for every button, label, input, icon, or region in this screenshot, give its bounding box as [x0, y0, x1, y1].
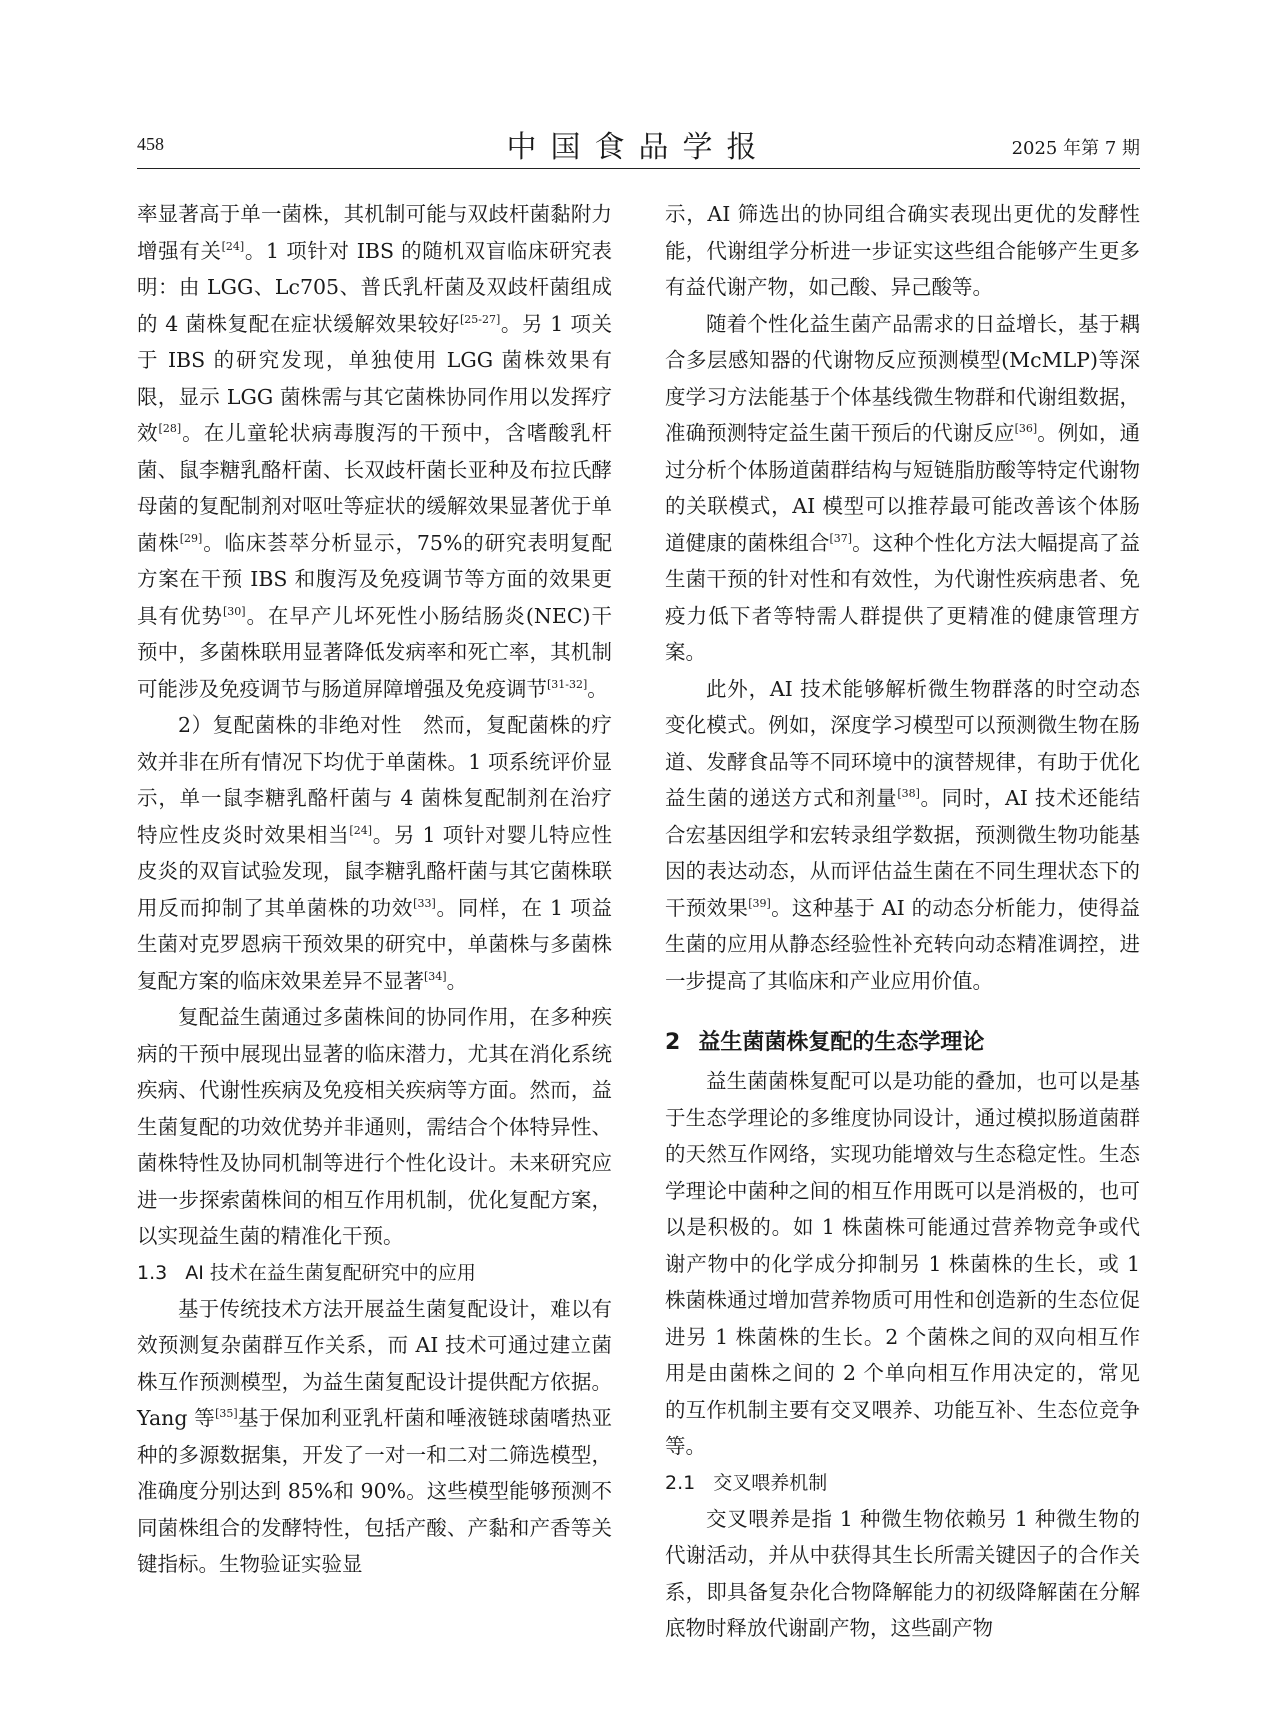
paragraph: 示，AI 筛选出的协同组合确实表现出更优的发酵性能，代谢组学分析进一步证实这些组合能够产生更多有益代谢产物，如己酸、异己酸等。: [665, 202, 1140, 299]
paragraph: 基于传统技术方法开展益生菌复配设计，难以有效预测复杂菌群互作关系，而 AI 技术可通过建立菌株互作预测模型，为益生菌复配设计提供配方依据。Yang 等[35]基于保加利亚乳杆菌和唾液链球菌嗜热亚种的多源数据集，开发了一对一和二对二筛选模型，准确度分别达到 85%和 90%。这些模型能够预测不同菌株组合的发酵特性，包括产酸、产黏和产香等关键指标。生物验证实验显: [137, 1296, 613, 1576]
section-heading-1-3: 1.3 AI 技术在益生菌复配研究中的应用: [137, 1261, 476, 1284]
citation: [31-32]: [547, 677, 588, 691]
right-column: [665, 196, 1140, 1647]
citation: [25-27]: [459, 312, 501, 326]
paragraph: 率显著高于单一菌株，其机制可能与双歧杆菌黏附力增强有关[24]。1 项针对 IBS 的随机双盲临床研究表明：由 LGG、Lc705、普氏乳杆菌及双歧杆菌组成的 4 菌株复配在症状缓解效果较好[25-27]。另 1 项关于 IBS 的研究发现，单独使用 LGG 菌株效果有限，显示 LGG 菌株需与其它菌株协同作用以发挥疗效[28]。在儿童轮状病毒腹泻的干预中，含嗜酸乳杆菌、鼠李糖乳酪杆菌、长双歧杆菌长亚种及布拉氏酵母菌的复配制剂对呕吐等症状的缓解效果显著优于单菌株[29]。临床荟萃分析显示，75%的研究表明复配方案在干预 IBS 和腹泻及免疫调节等方面的效果更具有优势[30]。在早产儿坏死性小肠结肠炎(NEC)干预中，多菌株联用显著降低发病率和死亡率，其机制可能涉及免疫调节与肠道屏障增强及免疫调节[31-32]。: [137, 202, 613, 701]
running-header: [137, 128, 1140, 169]
citation: [28]: [158, 422, 182, 435]
citation: [29]: [179, 531, 203, 545]
paragraph: 2）复配菌株的非绝对性 然而，复配菌株的疗效并非在所有情况下均优于单菌株。1 项系统评价显示，单一鼠李糖乳酪杆菌与 4 菌株复配制剂在治疗特应性皮炎时效果相当[24]。另 1 项针对婴儿特应性皮炎的双盲试验发现，鼠李糖乳酪杆菌与其它菌株联用反而抑制了其单菌株的功效[33]。同样，在 1 项益生菌对克罗恩病干预效果的研究中，单菌株与多菌株复配方案的临床效果差异不显著[34]。: [137, 713, 613, 993]
paragraph: 此外，AI 技术能够解析微生物群落的时空动态变化模式。例如，深度学习模型可以预测微生物在肠道、发酵食品等不同环境中的演替规律，有助于优化益生菌的递送方式和剂量[38]。同时，AI 技术还能结合宏基因组学和宏转录组学数据，预测微生物功能基因的表达动态，从而评估益生菌在不同生理状态下的干预效果[39]。这种基于 AI 的动态分析能力，使得益生菌的应用从静态经验性补充转向动态精准调控，进一步提高了其临床和产业应用价值。: [665, 676, 1141, 993]
citation: [35]: [215, 1407, 238, 1420]
citation: [24]: [221, 239, 245, 253]
citation: [39]: [748, 896, 771, 910]
issue-label: 2025 年第 7 期: [1011, 138, 1140, 159]
paragraph: 随着个性化益生菌产品需求的日益增长，基于耦合多层感知器的代谢物反应预测模型(McMLP)等深度学习方法能基于个体基线微生物群和代谢组数据，准确预测特定益生菌干预后的代谢反应[36]。例如，通过分析个体肠道菌群结构与短链脂肪酸等特定代谢物的关联模式，AI 模型可以推荐最可能改善该个体肠道健康的菌株组合[37]。这种个性化方法大幅提高了益生菌干预的针对性和有效性，为代谢性疾病患者、免疫力低下者等特需人群提供了更精准的健康管理方案。: [665, 311, 1141, 664]
paragraph: 复配益生菌通过多菌株间的协同作用，在多种疾病的干预中展现出显著的临床潜力，尤其在消化系统疾病、代谢性疾病及免疫相关疾病等方面。然而，益生菌复配的功效优势并非通则，需结合个体特异性、菌株特性及协同机制等进行个性化设计。未来研究应进一步探索菌株间的相互作用机制，优化复配方案，以实现益生菌的精准化干预。: [137, 1005, 612, 1248]
paragraph: 交叉喂养是指 1 种微生物依赖另 1 种微生物的代谢活动，并从中获得其生长所需关键因子的合作关系，即具备复杂化合物降解能力的初级降解菌在分解底物时释放代谢副产物，这些副产物: [665, 1506, 1140, 1640]
citation: [37]: [829, 531, 853, 545]
page-number: 458: [137, 134, 164, 154]
citation: [34]: [424, 969, 447, 983]
citation: [24]: [349, 823, 373, 837]
citation: [30]: [222, 604, 246, 618]
journal-title: 中国食品学报: [506, 130, 771, 165]
citation: [38]: [897, 787, 920, 800]
paragraph: 益生菌菌株复配可以是功能的叠加，也可以是基于生态学理论的多维度协同设计，通过模拟肠道菌群的天然互作网络，实现功能增效与生态稳定性。生态学理论中菌种之间的相互作用既可以是消极的，也可以是积极的。如 1 株菌株可能通过营养物竞争或代谢产物中的化学成分抑制另 1 株菌株的生长，或 1 株菌株通过增加营养物质可用性和创造新的生态位促进另 1 株菌株的生长。2 个菌株之间的双向相互作用是由菌株之间的 2 个单向相互作用决定的，常见的互作机制主要有交叉喂养、功能互补、生态位竞争等。: [665, 1069, 1140, 1458]
left-column: [137, 196, 612, 1583]
citation: [33]: [413, 896, 436, 910]
citation: [36]: [1014, 422, 1038, 435]
section-heading-2-1: 2.1 交叉喂养机制: [665, 1471, 828, 1494]
section-heading-2: 2 益生菌菌株复配的生态学理论: [665, 1030, 985, 1055]
